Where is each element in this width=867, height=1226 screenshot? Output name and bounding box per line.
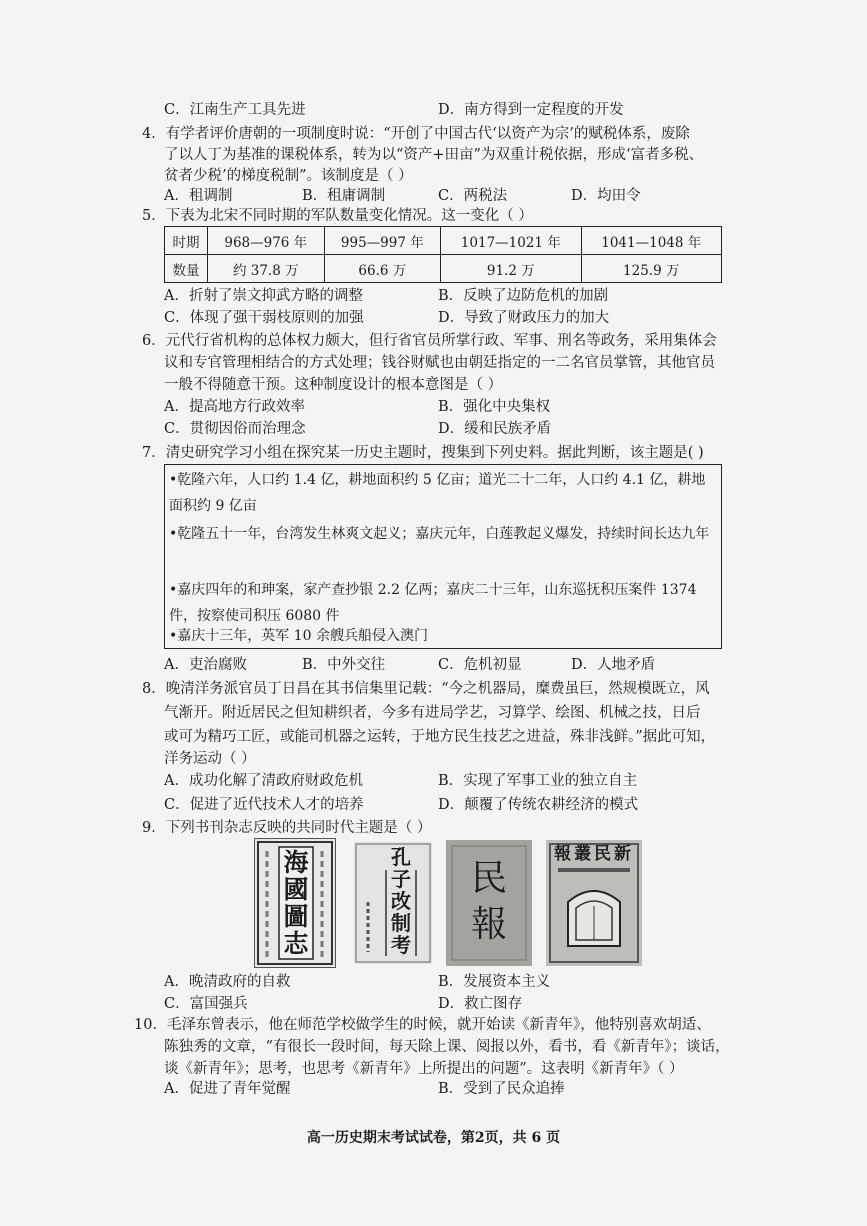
table-cell: 91.2 万 xyxy=(441,255,581,283)
q5-option-d: D．导致了财政压力的加大 xyxy=(438,310,610,326)
q10-option-a: A．促进了青年觉醒 xyxy=(164,1081,291,1097)
q5-option-b: B．反映了边防危机的加剧 xyxy=(438,288,609,304)
q7-option-c: C．危机初显 xyxy=(438,657,522,673)
q8-option-b: B．实现了军事工业的独立自主 xyxy=(438,773,638,789)
q6-stem-line-3: 一般不得随意干预。这种制度设计的根本意图是（ ） xyxy=(164,377,503,393)
q5-stem: 5．下表为北宋不同时期的军队数量变化情况。这一变化（ ） xyxy=(142,208,533,224)
q4-option-a: A．租调制 xyxy=(164,188,233,204)
table-cell: 数量 xyxy=(165,255,208,283)
list-item: •乾隆五十一年，台湾发生林爽文起义；嘉庆元年，白莲教起义爆发，持续时间长达九年 xyxy=(169,526,710,542)
list-item: •乾隆六年，人口约 1.4 亿，耕地面积约 5 亿亩；道光二十二年，人口约 4.1 亿，耕地面积约 9 亿亩 xyxy=(169,472,706,514)
cover-haiguo-tuzhi xyxy=(254,838,336,968)
cover-kongzi-gaizhi-kao xyxy=(354,842,432,964)
q4-stem-line-1: 4．有学者评价唐朝的一项制度时说：“开创了中国古代‘以资产为宗’的赋税体系，废除 xyxy=(142,126,690,142)
q6-stem-line-2: 议和专官管理相结合的方式处理；钱谷财赋也由朝廷指定的一二名官员掌管，其他官员 xyxy=(164,355,715,371)
table-cell: 约 37.8 万 xyxy=(208,255,325,283)
q5-option-a: A．折射了崇文抑武方略的调整 xyxy=(164,288,363,304)
q4-stem-line-2: 了以人丁为基准的课税体系，转为以“资产+田亩”为双重计税依据，形成‘富者多税、 xyxy=(164,147,704,163)
table-cell: 时期 xyxy=(165,227,208,255)
page-footer: 高一历史期末考试试卷，第2页，共 6 页 xyxy=(306,1130,561,1146)
q6-option-c: C．贯彻因俗而治理念 xyxy=(164,421,306,437)
q5-army-table xyxy=(164,226,722,283)
q7-source-box xyxy=(164,464,722,649)
q8-stem-line-4: 洋务运动（ ） xyxy=(164,751,256,767)
q7-option-d: D．人地矛盾 xyxy=(571,657,656,673)
table-row xyxy=(165,255,722,283)
cover-xinmin-congbao xyxy=(546,840,642,966)
q10-stem-line-2: 陈独秀的文章，“有很长一段时间，每天除上课、阅报以外，看书，看《新青年》；谈话， xyxy=(164,1039,730,1055)
table-cell: 66.6 万 xyxy=(324,255,441,283)
q8-stem-line-3: 或可为精巧工匠，或能司机器之运转，于地方民生技艺之进益，殊非浅鲜。”据此可知， xyxy=(164,729,716,745)
q6-option-d: D．缓和民族矛盾 xyxy=(438,421,552,437)
q8-option-d: D．颠覆了传统农耕经济的模式 xyxy=(438,797,639,813)
q7-option-b: B．中外交往 xyxy=(302,657,386,673)
q3-option-d: D．南方得到一定程度的开发 xyxy=(438,102,624,118)
q4-option-c: C．两税法 xyxy=(438,188,508,204)
q4-stem-line-3: 贫者少税’的梯度税制”。该制度是（ ） xyxy=(164,168,413,184)
table-cell: 968—976 年 xyxy=(208,227,325,255)
q7-option-a: A．吏治腐败 xyxy=(164,657,247,673)
list-item: •嘉庆四年的和珅案，家产查抄银 2.2 亿两；嘉庆二十三年，山东巡抚积压案件 1374 件，按察使司积压 6080 件 xyxy=(169,582,697,624)
q8-option-c: C．促进了近代技术人才的培养 xyxy=(164,797,364,813)
table-row xyxy=(165,227,722,255)
q8-option-a: A．成功化解了清政府财政危机 xyxy=(164,773,363,789)
q7-stem: 7．清史研究学习小组在探究某一历史主题时，搜集到下列史料。据此判断，该主题是( ) xyxy=(142,445,704,461)
q9-option-b: B．发展资本主义 xyxy=(438,974,551,990)
cover-title: 海國圖志 xyxy=(283,848,309,958)
table-cell: 1017—1021 年 xyxy=(441,227,581,255)
q8-stem-line-2: 气渐开。附近居民之但知耕织者，今多有进局学艺，习算学、绘图、机械之技，日后 xyxy=(164,705,701,721)
q4-option-b: B．租庸调制 xyxy=(302,188,386,204)
list-item: •嘉庆十三年，英军 10 余艘兵船侵入澳门 xyxy=(169,628,428,644)
q3-option-c: C．江南生产工具先进 xyxy=(164,102,306,118)
q9-option-c: C．富国强兵 xyxy=(164,996,248,1012)
cover-title: 新民叢報 xyxy=(554,844,634,864)
q6-option-b: B．强化中央集权 xyxy=(438,399,551,415)
cover-minbao xyxy=(446,840,532,966)
cover-title: 民報 xyxy=(470,858,507,945)
q5-option-c: C．体现了强干弱枝原则的加强 xyxy=(164,310,364,326)
q6-stem-line-1: 6．元代行省机构的总体权力颇大，但行省官员所掌行政、军事、刑名等政务，采用集体会 xyxy=(142,333,717,349)
table-cell: 995—997 年 xyxy=(324,227,441,255)
table-cell: 125.9 万 xyxy=(581,255,721,283)
q6-option-a: A．提高地方行政效率 xyxy=(164,399,305,415)
q9-option-d: D．救亡图存 xyxy=(438,996,523,1012)
q10-option-b: B．受到了民众追捧 xyxy=(438,1081,565,1097)
q8-stem-line-1: 8．晚清洋务派官员丁日昌在其书信集里记载：“今之机器局，糜费虽巨，然规模既立，风 xyxy=(142,681,710,697)
q9-option-a: A．晚清政府的自救 xyxy=(164,974,291,990)
q10-stem-line-1: 10．毛泽东曾表示，他在师范学校做学生的时候，就开始读《新青年》，他特别喜欢胡适、 xyxy=(134,1017,711,1033)
q10-stem-line-3: 谈《新青年》；思考，也思考《新青年》上所提出的问题”。这表明《新青年》（ ） xyxy=(164,1061,684,1077)
cover-title: 孔子改制考 xyxy=(391,845,411,957)
q4-option-d: D．均田令 xyxy=(571,188,641,204)
q9-stem: 9．下列书刊杂志反映的共同时代主题是（ ） xyxy=(142,820,432,836)
table-cell: 1041—1048 年 xyxy=(581,227,721,255)
